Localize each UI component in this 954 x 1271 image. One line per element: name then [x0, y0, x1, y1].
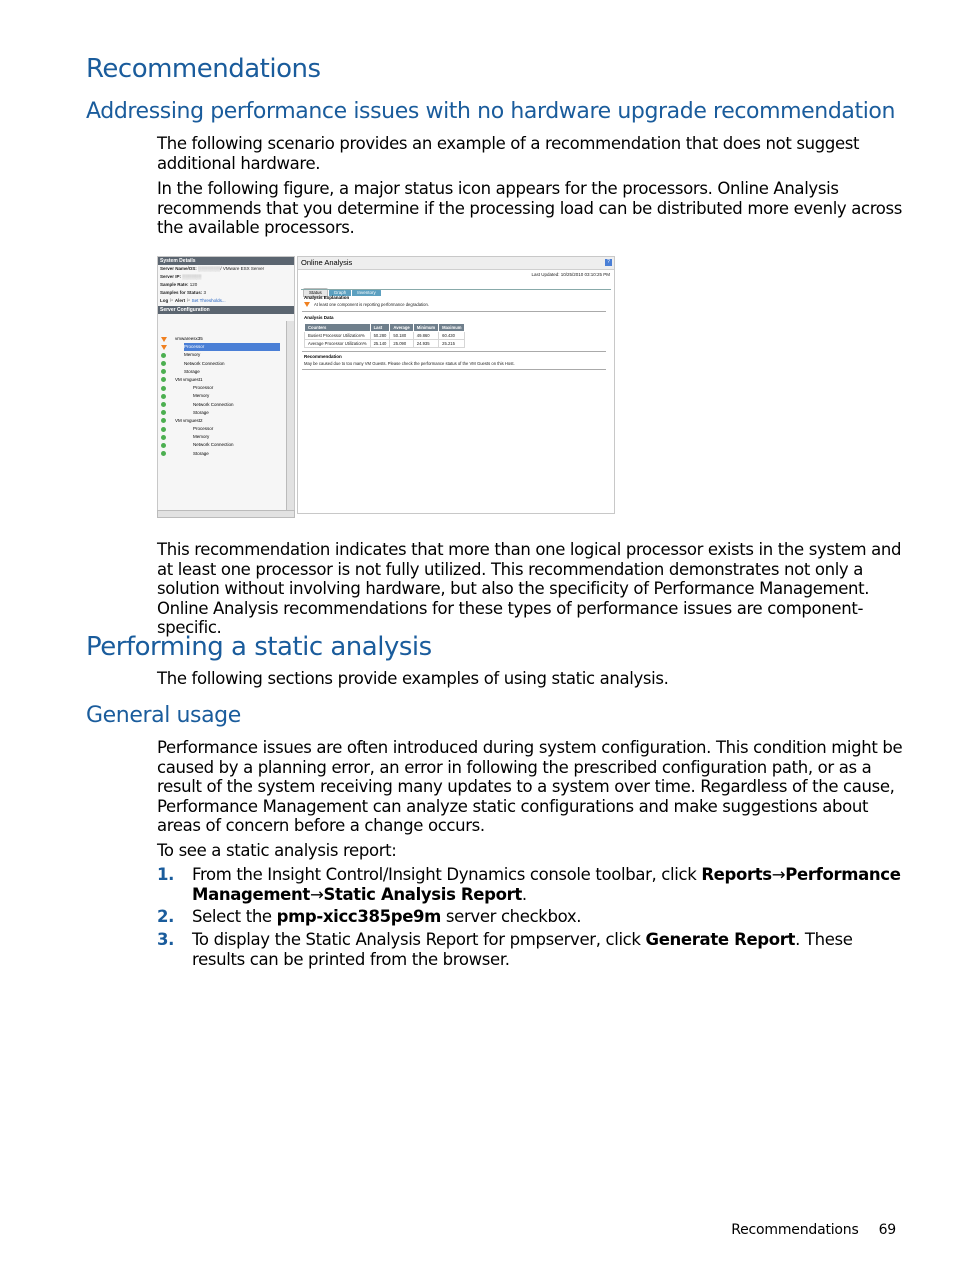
ok-status-icon [161, 361, 166, 366]
tree-item[interactable] [158, 401, 288, 409]
step-number: 2. [157, 907, 175, 926]
tree-item[interactable] [158, 360, 288, 368]
ok-status-icon [161, 427, 166, 432]
tree-item-label: Storage [193, 450, 209, 456]
recommendation-text: May be caused due to too many VM Guests. Please check the performance status of the VM Guests on this Host. [304, 361, 515, 366]
server-name-row: Server Name/OS: ▒▒▒▒▒▒▒/ VMware ESX Server [160, 266, 265, 271]
alert-flag-icon[interactable]: ⚐ [186, 298, 191, 303]
tab-divider [301, 289, 611, 290]
tree-item-label: Storage [193, 409, 209, 415]
ok-status-icon [161, 377, 166, 382]
heading-static-analysis: Performing a static analysis [86, 632, 432, 662]
tree-item-label: Memory [193, 434, 210, 440]
tab-status[interactable]: Status [303, 288, 328, 297]
tree-item[interactable] [158, 351, 288, 359]
paragraph-scenario: The following scenario provides an example of a recommendation that does not suggest additional hardware. [157, 134, 860, 173]
server-config-header: Server Configuration [158, 306, 294, 314]
paragraph-general-usage: Performance issues are often introduced during system configuration. This condition might be caused by a planning error, an error in following the prescribed configuration path, or as a result of the system receiving many updates to a system over time. Regardless of the cause, Performance Management can analyze static configurations and make suggestions about areas of concern before a change occurs. [157, 738, 903, 835]
tree-item[interactable] [158, 335, 288, 343]
table-header: Average [390, 324, 413, 332]
divider [302, 351, 606, 352]
step-number: 3. [157, 930, 175, 949]
table-cell: Average Processor Utilization% [305, 340, 371, 348]
ok-status-icon [161, 418, 166, 423]
tree-item[interactable] [158, 425, 288, 433]
warning-status-icon [161, 345, 167, 350]
paragraph-recommendation-explanation: This recommendation indicates that more than one logical processor exists in the system and at least one processor is not fully utilized. This recommendation demonstrates not only a solution without involving hardware, but also the specificity of Performance Management. Online Analysis recommendations for these types of performance issues are component-specific. [157, 540, 902, 637]
table-cell: 25.140 [370, 340, 390, 348]
tree-scrollbar[interactable] [286, 321, 294, 511]
ok-status-icon [161, 402, 166, 407]
table-cell: 60.430 [439, 332, 465, 340]
table-header: Last [370, 324, 390, 332]
step-number: 1. [157, 865, 175, 884]
tree-item-label: Network Connection [193, 401, 234, 407]
heading-recommendations: Recommendations [86, 54, 321, 84]
tree-item[interactable] [158, 441, 288, 449]
table-cell: 25.215 [439, 340, 465, 348]
table-row [305, 332, 465, 340]
analysis-data-table [304, 323, 465, 348]
tree-item[interactable] [158, 392, 288, 400]
ok-status-icon [161, 435, 166, 440]
tree-item-label: VM vmguest2 [175, 417, 203, 423]
ok-status-icon [161, 410, 166, 415]
tree-item-label: Storage [184, 368, 200, 374]
server-config-tree [158, 335, 288, 458]
help-icon[interactable]: ? [605, 259, 612, 266]
tree-item[interactable] [158, 433, 288, 441]
step-text: Select the pmp-xicc385pe9m server checkbox. [192, 907, 582, 926]
tree-item[interactable] [158, 343, 288, 351]
tree-item-label: VM vmguest1 [175, 376, 203, 382]
step-text: To display the Static Analysis Report for pmpserver, click Generate Report. These results can be printed from the browser. [192, 930, 853, 969]
divider [302, 311, 606, 312]
paragraph-figure-intro: In the following figure, a major status icon appears for the processors. Online Analysis recommends that you determine if the processing load can be distributed more evenly across the available processors. [157, 179, 903, 237]
system-details-header: System Details [158, 257, 294, 265]
recommendation-label: Recommendation [304, 354, 342, 359]
tab-inventory[interactable]: Inventory [352, 289, 381, 296]
system-details-panel [157, 256, 295, 518]
tree-item[interactable] [158, 368, 288, 376]
online-analysis-title: Online Analysis [298, 257, 614, 270]
log-alert-row: Log ⚐ Alert ⚐ Set Thresholds... [160, 298, 226, 303]
sample-rate-row: Sample Rate: 120 [160, 282, 198, 287]
samples-row: Samples for Status: 3 [160, 290, 207, 295]
divider [302, 369, 606, 370]
ok-status-icon [161, 443, 166, 448]
tree-item-label: Processor [193, 385, 214, 391]
ok-status-icon [161, 394, 166, 399]
page-footer [731, 1222, 896, 1238]
server-ip-row: Server IP: ▒▒▒▒▒▒ [160, 274, 202, 279]
tree-item[interactable] [158, 376, 288, 384]
paragraph-static-intro: The following sections provide examples of using static analysis. [157, 669, 669, 688]
tree-item-label: Processor [193, 426, 214, 432]
step-text: From the Insight Control/Insight Dynamics console toolbar, click Reports→Performance Management→Static Analysis Report. [192, 865, 901, 904]
last-updated: Last Updated: 10/25/2010 03:10:25 PM [531, 272, 610, 277]
analysis-explanation-text: At least one component is reporting performance degradation. [314, 302, 429, 307]
ok-status-icon [161, 353, 166, 358]
table-header: Maximum [439, 324, 465, 332]
footer-section: Recommendations [731, 1222, 859, 1238]
tree-item[interactable] [158, 417, 288, 425]
table-cell: 24.935 [413, 340, 438, 348]
warning-status-icon [161, 337, 167, 342]
table-row [305, 340, 465, 348]
tab-graph[interactable]: Graph [329, 289, 352, 296]
online-analysis-panel [297, 256, 615, 514]
table-cell: 49.860 [413, 332, 438, 340]
analysis-explanation-label: Analysis Explanation [304, 295, 350, 300]
tree-item-label: Network Connection [193, 442, 234, 448]
ok-status-icon [161, 451, 166, 456]
tree-item-label: Network Connection [184, 360, 225, 366]
table-header: Minimum [413, 324, 438, 332]
warning-icon [304, 302, 310, 307]
heading-addressing-performance: Addressing performance issues with no hardware upgrade recommendation [86, 99, 896, 124]
table-cell: 25.090 [390, 340, 413, 348]
log-flag-icon[interactable]: ⚐ [169, 298, 174, 303]
table-cell: Busiest Processor Utilization% [305, 332, 371, 340]
page-number: 69 [878, 1222, 896, 1238]
tree-item[interactable] [158, 384, 288, 392]
ok-status-icon [161, 386, 166, 391]
paragraph-see-report: To see a static analysis report: [157, 841, 397, 860]
tree-item-label: Processor [184, 343, 280, 351]
ok-status-icon [161, 369, 166, 374]
tree-item-label: vmwareesx35 [175, 336, 203, 341]
heading-general-usage: General usage [86, 703, 241, 728]
table-header: Counters [305, 324, 371, 332]
horizontal-scrollbar[interactable] [157, 510, 295, 518]
table-cell: 50.180 [390, 332, 413, 340]
table-cell: 50.280 [370, 332, 390, 340]
tree-item[interactable] [158, 450, 288, 458]
analysis-data-label: Analysis Data [304, 315, 334, 320]
online-analysis-figure [157, 256, 615, 518]
tree-item-label: Memory [184, 352, 201, 358]
set-thresholds-link[interactable]: Set Thresholds... [191, 298, 226, 303]
tree-item-label: Memory [193, 393, 210, 399]
tree-item[interactable] [158, 409, 288, 417]
